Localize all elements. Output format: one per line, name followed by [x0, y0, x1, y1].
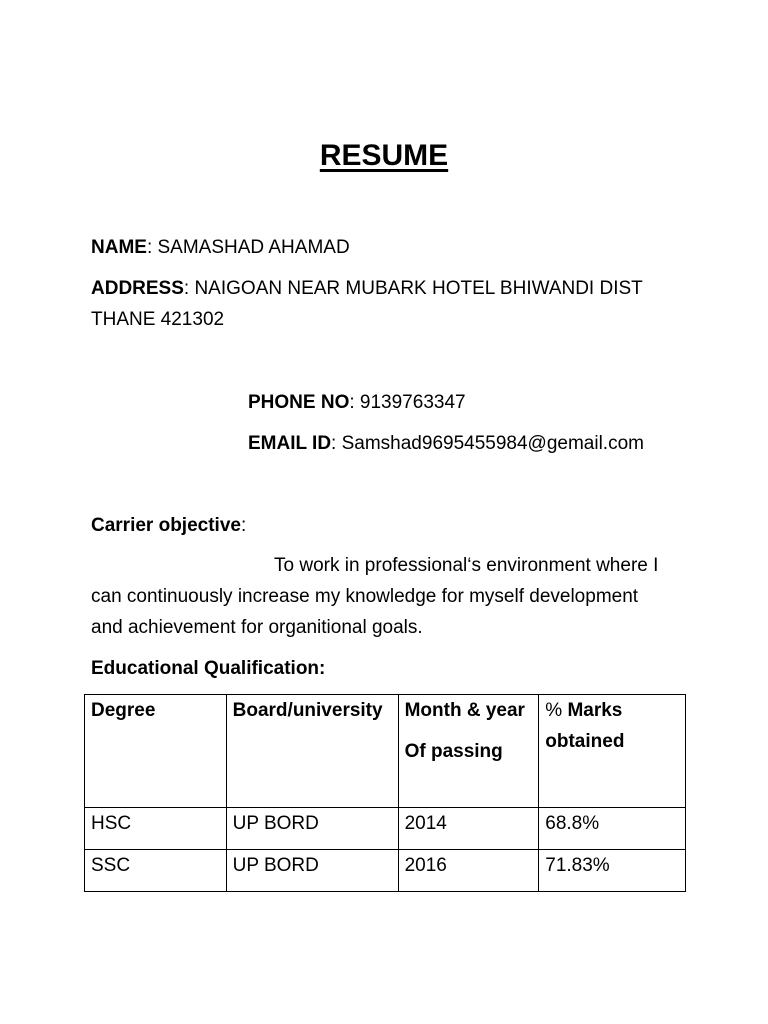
address-line: [91, 273, 691, 335]
education-heading-text: Educational Qualification:: [91, 658, 326, 679]
header-marks-percent: %: [545, 700, 563, 721]
table-row: [85, 808, 686, 850]
phone-line: [248, 387, 466, 418]
education-heading: [91, 653, 325, 684]
header-month-year: [398, 695, 539, 808]
name-label: NAME: [91, 237, 147, 258]
objective-heading: [91, 510, 246, 541]
phone-label: PHONE NO: [248, 392, 350, 413]
header-marks-label: Marks obtained: [545, 700, 625, 752]
email-value: : Samshad9695455984@gemail.com: [331, 433, 644, 454]
email-label: EMAIL ID: [248, 433, 332, 454]
address-label: ADDRESS: [91, 278, 184, 299]
objective-colon: :: [240, 515, 247, 536]
objective-label: Carrier objective: [91, 515, 241, 536]
cell-year: 2016: [398, 850, 539, 892]
header-degree-label: Degree: [91, 700, 156, 721]
header-month-year-label: Month & year: [404, 700, 525, 721]
resume-title: RESUME: [319, 139, 449, 172]
cell-degree: HSC: [85, 808, 227, 850]
header-board: [226, 695, 398, 808]
name-value: : SAMASHAD AHAMAD: [146, 237, 350, 258]
objective-text: To work in professional‘s environment where I can continuously increase my knowledge for myself development and achievement for organitional goals.: [91, 555, 659, 638]
cell-marks: 68.8%: [539, 808, 686, 850]
header-marks: [539, 695, 686, 808]
cell-board: UP BORD: [226, 850, 398, 892]
name-line: [91, 232, 350, 263]
table-row: [85, 850, 686, 892]
address-value: : NAIGOAN NEAR MUBARK HOTEL BHIWANDI DIST THANE 421302: [91, 278, 643, 330]
cell-year: 2014: [398, 808, 539, 850]
cell-marks: 71.83%: [539, 850, 686, 892]
cell-board: UP BORD: [226, 808, 398, 850]
cell-degree: SSC: [85, 850, 227, 892]
header-passing-label: Of passing: [404, 741, 503, 762]
phone-value: : 9139763347: [349, 392, 466, 413]
header-board-label: Board/university: [232, 700, 383, 721]
header-degree: [85, 695, 227, 808]
table-header-row: [85, 695, 686, 808]
education-table: [84, 694, 686, 892]
email-line: [248, 428, 644, 459]
